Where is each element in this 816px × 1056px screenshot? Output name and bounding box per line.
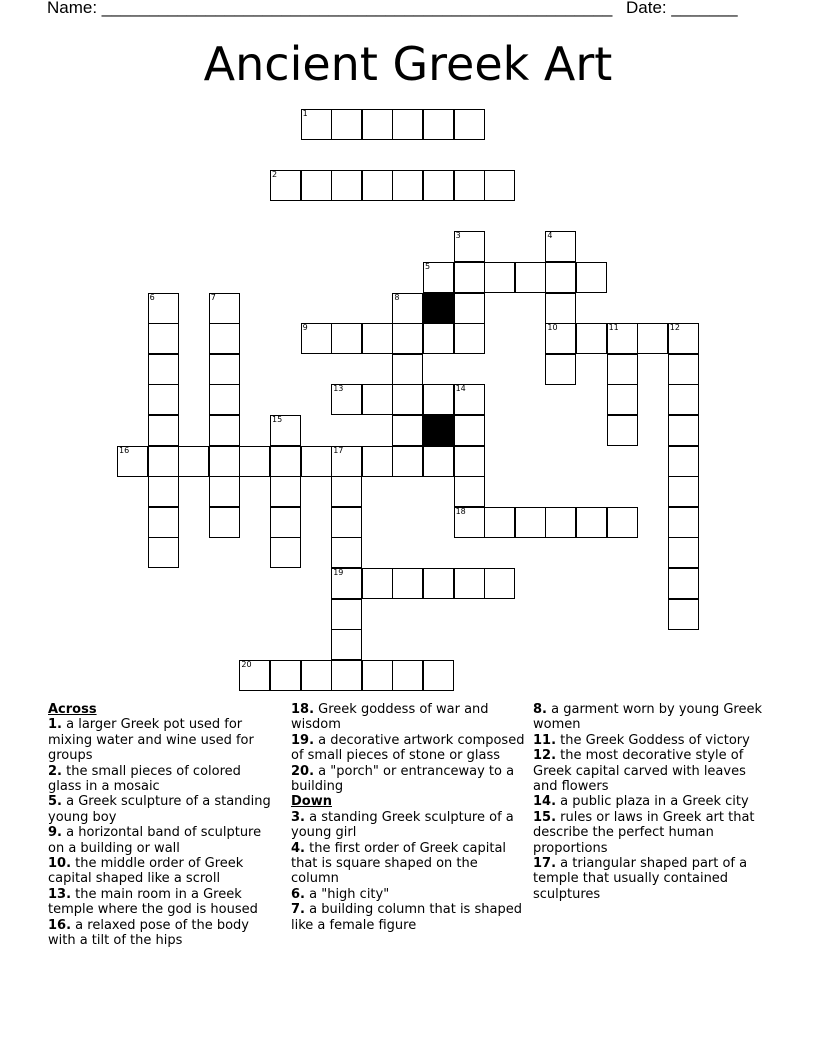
grid-cell[interactable] — [362, 109, 393, 140]
clue-number-label: 13 — [333, 384, 344, 394]
clue-text: a standing Greek sculpture of a young girl — [291, 809, 514, 841]
clue-number-label: 18 — [455, 506, 466, 516]
grid-cell[interactable] — [209, 323, 240, 354]
grid-cell[interactable] — [209, 293, 240, 324]
grid-cell[interactable] — [454, 262, 485, 293]
grid-cell[interactable] — [454, 293, 485, 324]
grid-cell[interactable] — [423, 323, 454, 354]
clue-number: 8. — [533, 702, 547, 717]
clue-item — [48, 825, 273, 856]
down-heading: Down — [291, 794, 332, 810]
clue-text: a horizontal band of sculpture on a building or wall — [48, 825, 262, 856]
grid-cell[interactable] — [423, 384, 454, 415]
clue-text: a relaxed pose of the body with a tilt of the hips — [48, 917, 249, 949]
grid-cell[interactable] — [454, 231, 485, 262]
grid-cell[interactable] — [545, 293, 576, 324]
grid-cell[interactable] — [148, 293, 179, 324]
grid-cell[interactable] — [545, 262, 576, 293]
grid-cell[interactable] — [362, 660, 393, 691]
across-heading: Across — [48, 702, 97, 717]
grid-cell[interactable] — [607, 354, 638, 385]
grid-cell[interactable] — [331, 660, 362, 691]
grid-cell[interactable] — [362, 323, 393, 354]
grid-cell[interactable] — [331, 629, 362, 660]
grid-cell[interactable] — [668, 354, 699, 385]
grid-cell[interactable] — [576, 262, 607, 293]
clue-text: the main room in a Greek temple where the god is housed — [48, 886, 258, 918]
grid-cell[interactable] — [454, 384, 485, 415]
clue-item — [533, 810, 765, 856]
clue-text: a garment worn by young Greek women — [533, 702, 763, 733]
grid-cell[interactable] — [545, 507, 576, 538]
grid-cell[interactable] — [392, 170, 423, 201]
grid-cell[interactable] — [576, 323, 607, 354]
grid-cell[interactable] — [668, 446, 699, 477]
clue-text: the first order of Greek capital that is square shaped on the column — [291, 840, 507, 887]
grid-cell[interactable] — [148, 476, 179, 507]
clue-item — [291, 733, 527, 764]
grid-cell[interactable] — [454, 507, 485, 538]
clue-number: 3. — [291, 809, 305, 825]
clue-text: a public plaza in a Greek city — [560, 794, 749, 810]
clue-text: the middle order of Greek capital shaped like a scroll — [48, 856, 244, 887]
clue-number-label: 2 — [272, 170, 278, 180]
name-field-label: Name: ______________________________________________________ — [47, 0, 613, 17]
grid-cell[interactable] — [209, 507, 240, 538]
grid-cell[interactable] — [239, 660, 270, 691]
clue-number: 9. — [48, 825, 62, 841]
clues-column-2 — [291, 702, 527, 933]
clue-number-label: 14 — [455, 384, 466, 394]
clue-item — [291, 810, 527, 841]
grid-cell[interactable] — [270, 537, 301, 568]
block-square — [423, 293, 454, 324]
clue-number-label: 7 — [210, 292, 216, 302]
grid-cell[interactable] — [423, 446, 454, 477]
date-field-label: Date: _______ — [626, 0, 738, 17]
grid-cell[interactable] — [454, 568, 485, 599]
grid-cell[interactable] — [301, 660, 332, 691]
grid-cell[interactable] — [239, 446, 270, 477]
clue-item — [291, 887, 527, 902]
grid-cell[interactable] — [331, 476, 362, 507]
grid-cell[interactable] — [331, 537, 362, 568]
grid-cell[interactable] — [668, 568, 699, 599]
grid-cell[interactable] — [454, 323, 485, 354]
clue-item — [48, 794, 273, 825]
grid-cell[interactable] — [178, 446, 209, 477]
clue-number-label: 16 — [119, 445, 130, 455]
grid-cell[interactable] — [148, 537, 179, 568]
clue-number-label: 6 — [149, 292, 155, 302]
clue-number-label: 3 — [455, 231, 461, 241]
grid-cell[interactable] — [484, 262, 515, 293]
clue-number: 11. — [533, 732, 557, 748]
clue-item — [291, 902, 527, 933]
grid-cell[interactable] — [515, 507, 546, 538]
clue-number-label: 15 — [272, 415, 283, 424]
grid-cell[interactable] — [331, 384, 362, 415]
clue-number-label: 9 — [302, 323, 308, 333]
clue-text: a "porch" or entranceway to a building — [291, 763, 515, 795]
clue-number-label: 19 — [333, 568, 344, 577]
grid-cell[interactable] — [484, 568, 515, 599]
clue-text: a building column that is shaped like a female figure — [291, 902, 522, 933]
grid-cell[interactable] — [392, 568, 423, 599]
clue-text: the Greek Goddess of victory — [560, 732, 750, 748]
grid-cell[interactable] — [331, 599, 362, 630]
grid-cell[interactable] — [392, 660, 423, 691]
grid-cell[interactable] — [209, 446, 240, 477]
clue-text: a triangular shaped part of a temple that usually contained sculptures — [533, 856, 748, 902]
grid-cell[interactable] — [270, 170, 301, 201]
clue-number: 12. — [533, 748, 557, 764]
clues-column-1 — [48, 702, 273, 949]
grid-cell[interactable] — [545, 323, 576, 354]
clue-item — [533, 748, 765, 794]
clue-number: 13. — [48, 886, 72, 902]
grid-cell[interactable] — [423, 262, 454, 293]
grid-cell[interactable] — [392, 293, 423, 324]
grid-cell[interactable] — [209, 415, 240, 446]
grid-cell[interactable] — [331, 109, 362, 140]
grid-cell[interactable] — [668, 537, 699, 568]
grid-cell[interactable] — [392, 415, 423, 446]
clue-item — [291, 764, 527, 795]
clue-number-label: 1 — [302, 109, 308, 118]
grid-cell[interactable] — [148, 384, 179, 415]
grid-cell[interactable] — [668, 599, 699, 630]
grid-cell[interactable] — [148, 415, 179, 446]
grid-cell[interactable] — [209, 384, 240, 415]
clue-item — [533, 856, 765, 902]
grid-cell[interactable] — [362, 568, 393, 599]
clue-text: Greek goddess of war and wisdom — [291, 702, 489, 733]
clue-item — [48, 856, 273, 887]
grid-cell[interactable] — [545, 231, 576, 262]
clue-item — [48, 887, 273, 918]
grid-cell[interactable] — [392, 354, 423, 385]
grid-cell[interactable] — [148, 354, 179, 385]
clue-text: a larger Greek pot used for mixing water and wine used for groups — [48, 717, 254, 764]
grid-cell[interactable] — [607, 323, 638, 354]
clue-number-label: 4 — [547, 231, 553, 241]
grid-cell[interactable] — [515, 262, 546, 293]
clue-number-label: 11 — [608, 323, 619, 333]
clue-item — [533, 794, 765, 809]
clue-number: 20. — [291, 763, 315, 779]
clue-item — [48, 764, 273, 795]
grid-cell[interactable] — [209, 476, 240, 507]
grid-cell[interactable] — [117, 446, 148, 477]
grid-cell[interactable] — [454, 446, 485, 477]
grid-cell[interactable] — [423, 109, 454, 140]
grid-cell[interactable] — [362, 446, 393, 477]
grid-cell[interactable] — [454, 109, 485, 140]
grid-cell[interactable] — [668, 384, 699, 415]
grid-cell[interactable] — [545, 354, 576, 385]
clue-number-label: 17 — [333, 445, 344, 455]
clue-number-label: 12 — [669, 323, 680, 333]
grid-cell[interactable] — [484, 507, 515, 538]
grid-cell[interactable] — [576, 507, 607, 538]
grid-cell[interactable] — [392, 384, 423, 415]
grid-cell[interactable] — [607, 384, 638, 415]
grid-cell[interactable] — [270, 476, 301, 507]
grid-cell[interactable] — [331, 323, 362, 354]
grid-cell[interactable] — [392, 109, 423, 140]
clues-column-3 — [533, 702, 765, 902]
grid-cell[interactable] — [607, 415, 638, 446]
grid-cell[interactable] — [331, 446, 362, 477]
grid-cell[interactable] — [454, 415, 485, 446]
clue-number: 6. — [291, 886, 305, 902]
grid-cell[interactable] — [331, 568, 362, 599]
grid-cell[interactable] — [668, 415, 699, 446]
grid-cell[interactable] — [301, 446, 332, 477]
grid-cell[interactable] — [454, 170, 485, 201]
grid-cell[interactable] — [668, 507, 699, 538]
grid-cell[interactable] — [270, 660, 301, 691]
grid-cell[interactable] — [484, 170, 515, 201]
clue-number: 7. — [291, 902, 305, 918]
clue-text: a "high city" — [309, 886, 390, 902]
clue-number-label: 20 — [241, 659, 252, 669]
grid-cell[interactable] — [454, 476, 485, 507]
grid-cell[interactable] — [668, 476, 699, 507]
grid-cell[interactable] — [301, 109, 332, 140]
clue-item — [291, 841, 527, 887]
clue-number: 16. — [48, 917, 72, 933]
clue-text: rules or laws in Greek art that describe the perfect human proportions — [533, 809, 755, 856]
grid-cell[interactable] — [148, 507, 179, 538]
grid-cell[interactable] — [331, 170, 362, 201]
grid-cell[interactable] — [362, 384, 393, 415]
clue-number: 1. — [48, 717, 62, 733]
clue-item — [48, 717, 273, 763]
clue-number: 2. — [48, 763, 62, 779]
clue-number: 4. — [291, 840, 305, 856]
grid-cell[interactable] — [423, 170, 454, 201]
page-title: Ancient Greek Art — [203, 37, 613, 91]
clue-number-label: 5 — [425, 262, 431, 271]
grid-cell[interactable] — [148, 323, 179, 354]
clue-number: 5. — [48, 794, 62, 810]
grid-cell[interactable] — [392, 323, 423, 354]
clue-item — [48, 918, 273, 949]
clue-number-label: 8 — [394, 292, 400, 302]
clue-number: 10. — [48, 856, 72, 872]
grid-cell[interactable] — [392, 446, 423, 477]
grid-cell[interactable] — [270, 415, 301, 446]
grid-cell[interactable] — [301, 170, 332, 201]
clue-text: a Greek sculpture of a standing young boy — [48, 794, 271, 825]
grid-cell[interactable] — [270, 507, 301, 538]
clue-item — [291, 702, 527, 733]
block-square — [423, 415, 454, 446]
grid-cell[interactable] — [148, 446, 179, 477]
grid-cell[interactable] — [423, 568, 454, 599]
grid-cell[interactable] — [668, 323, 699, 354]
clue-text: the small pieces of colored glass in a mosaic — [48, 763, 241, 795]
grid-cell[interactable] — [301, 323, 332, 354]
clue-text: the most decorative style of Greek capital carved with leaves and flowers — [533, 748, 746, 795]
clue-number: 17. — [533, 856, 557, 872]
clue-number-label: 10 — [547, 323, 558, 333]
clue-number: 18. — [291, 702, 315, 717]
grid-cell[interactable] — [270, 446, 301, 477]
clue-number: 15. — [533, 809, 557, 825]
grid-cell[interactable] — [637, 323, 668, 354]
grid-cell[interactable] — [423, 660, 454, 691]
grid-cell[interactable] — [209, 354, 240, 385]
grid-cell[interactable] — [362, 170, 393, 201]
clue-number: 14. — [533, 794, 557, 810]
clue-number: 19. — [291, 732, 315, 748]
grid-cell[interactable] — [331, 507, 362, 538]
clue-item — [533, 733, 765, 748]
clue-item — [533, 702, 765, 733]
grid-cell[interactable] — [607, 507, 638, 538]
clue-text: a decorative artwork composed of small pieces of stone or glass — [291, 732, 525, 764]
